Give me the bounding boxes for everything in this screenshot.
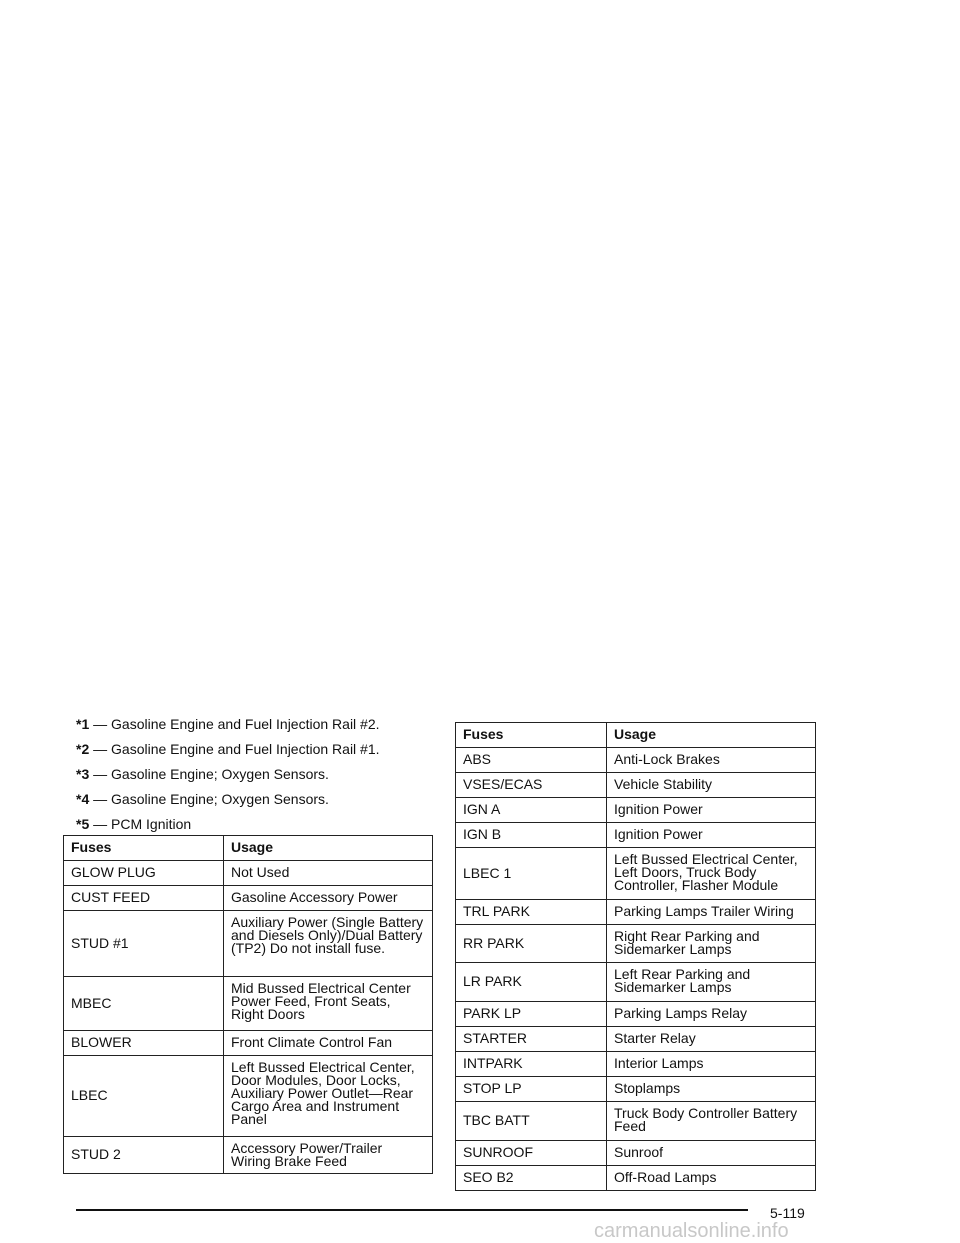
fuse-usage: Left Rear Parking and Sidemarker Lamps: [607, 963, 816, 1002]
footnote-key: *5: [76, 816, 90, 832]
column-header-fuses: Fuses: [456, 723, 607, 748]
fuse-name: MBEC: [64, 977, 224, 1031]
fuse-name: STUD 2: [64, 1137, 224, 1174]
fuse-usage: Front Climate Control Fan: [224, 1031, 433, 1056]
fuse-name: STUD #1: [64, 911, 224, 977]
table-row: [64, 977, 433, 1031]
table-row: [64, 886, 433, 911]
footnote-text: — Gasoline Engine and Fuel Injection Rail #2.: [89, 716, 380, 732]
column-header-usage: Usage: [607, 723, 816, 748]
fuse-usage: Not Used: [224, 861, 433, 886]
fuse-usage: Accessory Power/Trailer Wiring Brake Feed: [224, 1137, 433, 1174]
footnote-key: *2: [76, 741, 90, 757]
fuse-name: SEO B2: [456, 1166, 607, 1191]
fuse-usage: Ignition Power: [607, 823, 816, 848]
fuse-usage: Truck Body Controller Battery Feed: [607, 1102, 816, 1141]
fuse-usage: Parking Lamps Trailer Wiring: [607, 900, 816, 925]
footnote-text: — Gasoline Engine; Oxygen Sensors.: [89, 766, 329, 782]
fuse-usage: Gasoline Accessory Power: [224, 886, 433, 911]
table-row: [456, 1166, 816, 1191]
table-row: [456, 1102, 816, 1141]
footnote-key: *4: [76, 791, 90, 807]
fuse-name: IGN B: [456, 823, 607, 848]
footnotes: [76, 712, 432, 837]
footnote-key: *3: [76, 766, 90, 782]
column-header-usage: Usage: [224, 836, 433, 861]
table-row: [456, 963, 816, 1002]
fuse-usage: Parking Lamps Relay: [607, 1002, 816, 1027]
fuse-name: STARTER: [456, 1027, 607, 1052]
page-number: 5-119: [770, 1205, 805, 1221]
footnote-text: — Gasoline Engine; Oxygen Sensors.: [89, 791, 329, 807]
table-row: [456, 1077, 816, 1102]
watermark: carmanualsonline.info: [594, 1220, 789, 1242]
table-row: [64, 911, 433, 977]
footnote-key: *1: [76, 716, 90, 732]
fuse-name: GLOW PLUG: [64, 861, 224, 886]
fuse-usage: Right Rear Parking and Sidemarker Lamps: [607, 925, 816, 963]
footnote-text: — PCM Ignition: [89, 816, 192, 832]
table-row: [64, 1137, 433, 1174]
table-row: [456, 1027, 816, 1052]
footnote: [76, 762, 432, 787]
table-row: [64, 1031, 433, 1056]
fuse-usage: Vehicle Stability: [607, 773, 816, 798]
table-row: [64, 861, 433, 886]
fuse-name: PARK LP: [456, 1002, 607, 1027]
footer-rule: [76, 1209, 748, 1211]
fuse-name: TRL PARK: [456, 900, 607, 925]
fuse-name: ABS: [456, 748, 607, 773]
table-row: [456, 1002, 816, 1027]
fuse-usage: Anti-Lock Brakes: [607, 748, 816, 773]
fuse-name: INTPARK: [456, 1052, 607, 1077]
fuse-usage: Starter Relay: [607, 1027, 816, 1052]
fuse-name: SUNROOF: [456, 1141, 607, 1166]
table-row: [456, 1052, 816, 1077]
fuse-name: LR PARK: [456, 963, 607, 1002]
table-header-row: [64, 836, 433, 861]
table-row: [64, 1056, 433, 1137]
table-row: [456, 823, 816, 848]
fuse-name: IGN A: [456, 798, 607, 823]
table-row: [456, 798, 816, 823]
table-row: [456, 848, 816, 900]
table-row: [456, 773, 816, 798]
fuse-usage: Interior Lamps: [607, 1052, 816, 1077]
table-row: [456, 748, 816, 773]
fuse-name: CUST FEED: [64, 886, 224, 911]
fuse-usage: Left Bussed Electrical Center, Left Doors, Truck Body Controller, Flasher Module: [607, 848, 816, 900]
table-header-row: [456, 723, 816, 748]
fuse-usage: Mid Bussed Electrical Center Power Feed, Front Seats, Right Doors: [224, 977, 433, 1031]
table-row: [456, 900, 816, 925]
fuse-name: LBEC: [64, 1056, 224, 1137]
footnote: [76, 712, 432, 737]
fuse-usage: Sunroof: [607, 1141, 816, 1166]
fuse-name: BLOWER: [64, 1031, 224, 1056]
fuse-table-left: [63, 835, 433, 1174]
footnote: [76, 812, 432, 837]
fuse-name: VSES/ECAS: [456, 773, 607, 798]
footnote-text: — Gasoline Engine and Fuel Injection Rail #1.: [89, 741, 380, 757]
fuse-name: RR PARK: [456, 925, 607, 963]
fuse-usage: Ignition Power: [607, 798, 816, 823]
fuse-table-right: [455, 722, 816, 1191]
fuse-usage: Auxiliary Power (Single Battery and Diesels Only)/Dual Battery (TP2) Do not install fuse.: [224, 911, 433, 977]
fuse-usage: Left Bussed Electrical Center, Door Modules, Door Locks, Auxiliary Power Outlet—Rear Cargo Area and Instrument Panel: [224, 1056, 433, 1137]
footnote: [76, 737, 432, 762]
table-row: [456, 925, 816, 963]
footnote: [76, 787, 432, 812]
column-header-fuses: Fuses: [64, 836, 224, 861]
fuse-name: TBC BATT: [456, 1102, 607, 1141]
fuse-usage: Stoplamps: [607, 1077, 816, 1102]
fuse-usage: Off-Road Lamps: [607, 1166, 816, 1191]
fuse-name: LBEC 1: [456, 848, 607, 900]
fuse-name: STOP LP: [456, 1077, 607, 1102]
table-row: [456, 1141, 816, 1166]
